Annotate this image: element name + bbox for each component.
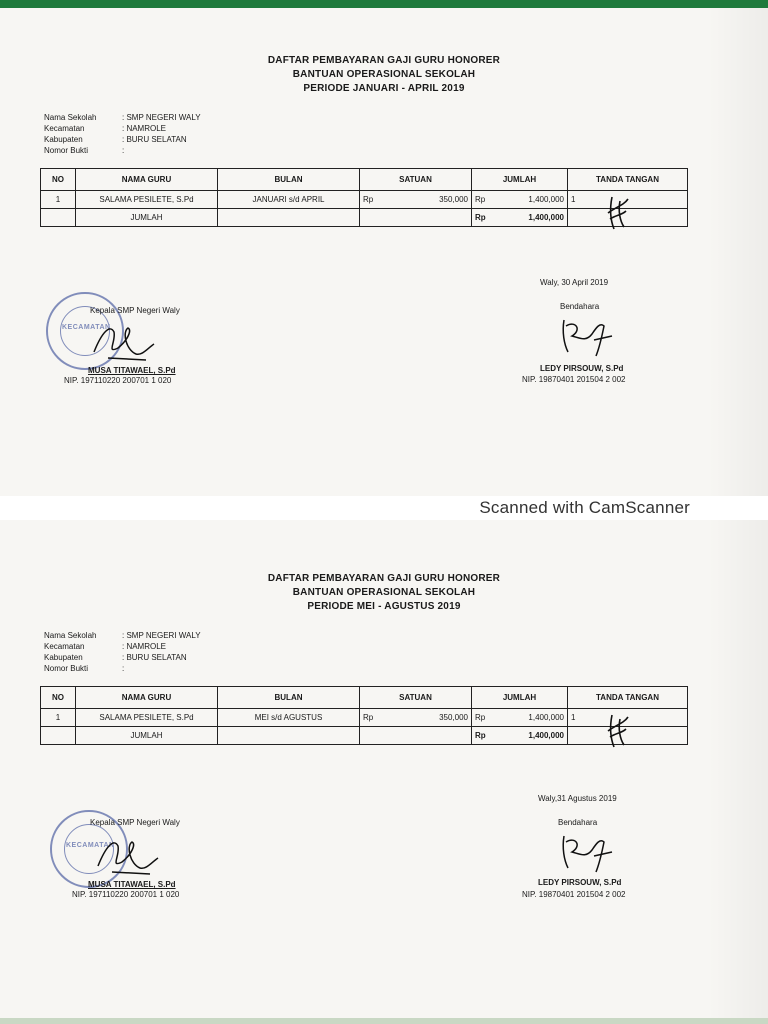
doc-title-line-3: PERIODE JANUARI - APRIL 2019 (303, 83, 465, 94)
place-date: Waly, 30 April 2019 (540, 278, 609, 287)
treasurer-signature (556, 312, 616, 360)
doc-title-line-3: PERIODE MEI - AGUSTUS 2019 (307, 601, 461, 612)
teacher-signature (602, 193, 632, 233)
doc-title-line-2: BANTUAN OPERASIONAL SEKOLAH (292, 587, 476, 598)
doc-title-line-2: BANTUAN OPERASIONAL SEKOLAH (292, 69, 476, 80)
treasurer-role: Bendahara (560, 302, 600, 311)
principal-signature (88, 318, 158, 366)
treasurer-signature (556, 828, 616, 876)
camscanner-watermark: Scanned with CamScanner (479, 498, 690, 517)
treasurer-name: LEDY PIRSOUW, S.Pd (540, 364, 624, 373)
table-row: 1 SALAMA PESILETE, S.Pd MEI s/d AGUSTUS Rp 350,000 Rp 1,400,000 1 (41, 709, 688, 727)
green-top-edge (0, 0, 768, 8)
treasurer-name: LEDY PIRSOUW, S.Pd (538, 878, 622, 887)
table-row: 1 SALAMA PESILETE, S.Pd JANUARI s/d APRIL Rp 350,000 Rp 1,400,000 1 (41, 191, 688, 209)
doc-title-line-1: DAFTAR PEMBAYARAN GAJI GURU HONORER (267, 55, 501, 66)
school-info: Nama Sekolah : SMP NEGERI WALY Kecamatan : NAMROLE Kabupaten : BURU SELATAN Nomor Bukti : (44, 113, 201, 155)
place-date: Waly,31 Agustus 2019 (538, 794, 617, 803)
treasurer-role: Bendahara (558, 818, 598, 827)
principal-role: Kepala SMP Negeri Waly (90, 306, 180, 315)
teacher-signature (602, 711, 632, 751)
treasurer-nip: NIP. 19870401 201504 2 002 (522, 890, 626, 899)
table-total-row: JUMLAH Rp 1,400,000 (41, 209, 688, 227)
doc-title-line-1: DAFTAR PEMBAYARAN GAJI GURU HONORER (267, 573, 501, 584)
principal-role: Kepala SMP Negeri Waly (90, 818, 180, 827)
green-bottom-edge (0, 1018, 768, 1024)
official-stamp: KECAMATAN (46, 292, 124, 370)
document-page-2 (0, 520, 768, 1024)
payment-table (40, 168, 688, 227)
principal-signature (92, 832, 162, 880)
school-info: Nama Sekolah : SMP NEGERI WALY Kecamatan : NAMROLE Kabupaten : BURU SELATAN Nomor Bukti : (44, 631, 201, 673)
principal-nip: NIP. 197110220 200701 1 020 (72, 890, 180, 899)
payment-table (40, 686, 688, 745)
document-page-1 (0, 8, 768, 496)
principal-nip: NIP. 197110220 200701 1 020 (64, 376, 172, 385)
principal-name: MUSA TITAWAEL, S.Pd (88, 880, 176, 889)
table-total-row: JUMLAH Rp 1,400,000 (41, 727, 688, 745)
official-stamp: KECAMATAN (50, 810, 128, 888)
principal-name: MUSA TITAWAEL, S.Pd (88, 366, 176, 375)
table-header: NO NAMA GURU BULAN SATUAN JUMLAH TANDA TANGAN (41, 169, 688, 191)
table-header: NO NAMA GURU BULAN SATUAN JUMLAH TANDA TANGAN (41, 687, 688, 709)
treasurer-nip: NIP. 19870401 201504 2 002 (522, 375, 626, 384)
